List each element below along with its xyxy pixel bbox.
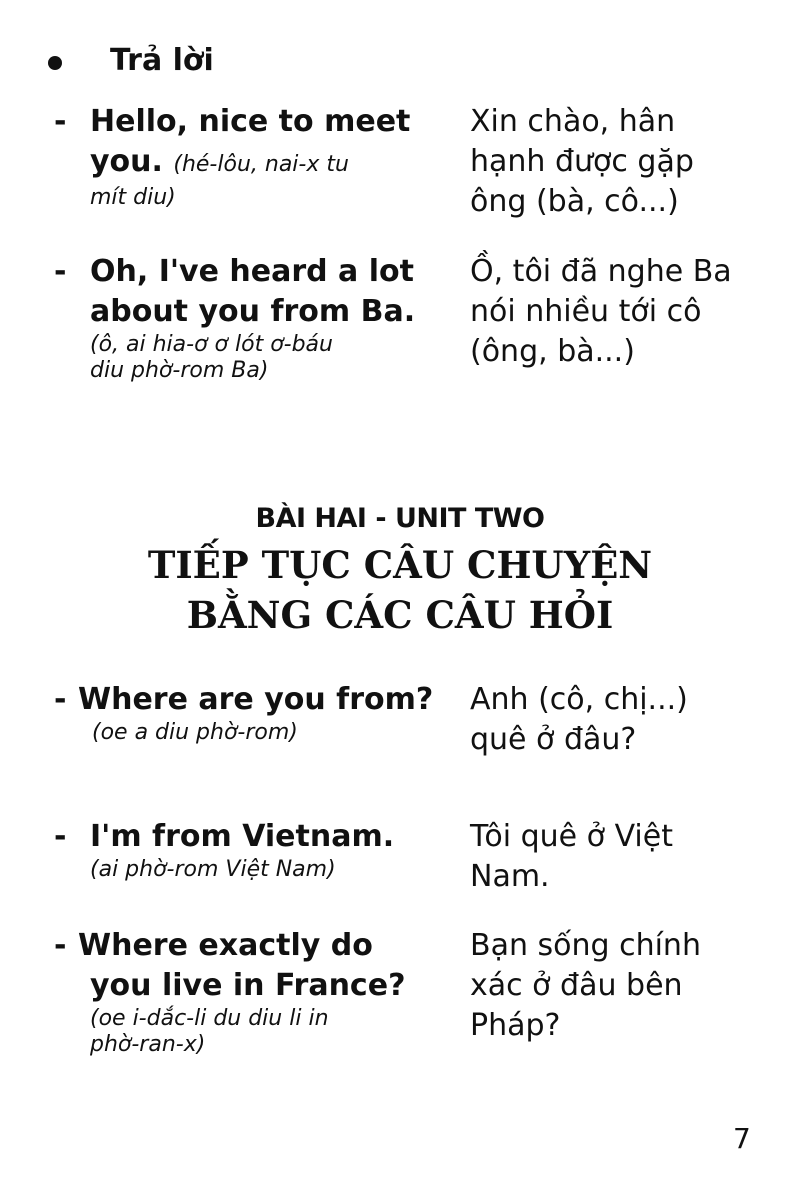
english-line: Oh, I've heard a lot	[90, 254, 414, 289]
unit-title	[0, 540, 800, 640]
pronunciation: (ô, ai hia-ơ ơ lót ơ-báu	[90, 332, 333, 357]
dash: -	[54, 928, 67, 963]
english-line: about you from Ba.	[90, 294, 416, 329]
unit-title-line: BẰNG CÁC CÂU HỎI	[186, 593, 614, 637]
pronunciation: mít diu)	[90, 185, 176, 210]
vietnamese-translation	[470, 680, 770, 760]
english-line: Where are you from?	[78, 682, 434, 717]
vietnamese-line: Nam.	[470, 859, 550, 894]
pronunciation: (hé-lôu, nai-x tu	[173, 152, 349, 177]
unit-label: BÀI HAI - UNIT TWO	[255, 503, 545, 534]
vietnamese-line: (ông, bà...)	[470, 334, 635, 369]
vietnamese-line: quê ở đâu?	[470, 722, 637, 757]
bullet-icon	[48, 56, 62, 70]
vietnamese-line: xác ở đâu bên	[470, 968, 683, 1003]
vietnamese-translation	[470, 252, 770, 372]
dash: -	[54, 104, 67, 139]
vietnamese-line: Xin chào, hân	[470, 104, 676, 139]
answer-title: Trả lời	[110, 43, 214, 78]
pronunciation: (oe a diu phờ-rom)	[92, 720, 298, 745]
vietnamese-line: Anh (cô, chị...)	[470, 682, 688, 717]
english-phrase	[78, 926, 448, 1058]
english-line-with-pronunciation	[90, 142, 440, 185]
dash: -	[54, 254, 67, 289]
english-line: Hello, nice to meet	[90, 104, 411, 139]
unit-title-line: TIẾP TỤC CÂU CHUYỆN	[147, 543, 653, 587]
vietnamese-line: Ồ, tôi đã nghe Ba	[470, 254, 732, 289]
vietnamese-line: nói nhiều tới cô	[470, 294, 702, 329]
vietnamese-line: Tôi quê ở Việt	[470, 819, 673, 854]
english-phrase	[90, 102, 440, 211]
pronunciation: phờ-ran-x)	[90, 1032, 206, 1057]
vietnamese-translation	[470, 926, 770, 1046]
vietnamese-line: Pháp?	[470, 1008, 561, 1043]
english-line: you live in France?	[90, 968, 406, 1003]
english-line: Where exactly do	[78, 928, 373, 963]
vietnamese-line: ông (bà, cô...)	[470, 184, 679, 219]
english-line: I'm from Vietnam.	[90, 819, 395, 854]
dash: -	[54, 682, 67, 717]
pronunciation: (ai phờ-rom Việt Nam)	[90, 857, 336, 882]
pronunciation: diu phờ-rom Ba)	[90, 358, 269, 383]
page-number: 7	[733, 1122, 751, 1155]
pronunciation: (oe i-dắc-li du diu li in	[90, 1006, 329, 1031]
english-phrase	[78, 680, 448, 746]
vietnamese-line: Bạn sống chính	[470, 928, 701, 963]
dash: -	[54, 819, 67, 854]
vietnamese-translation	[470, 817, 770, 897]
english-phrase	[90, 252, 440, 384]
english-text: you.	[90, 144, 163, 179]
vietnamese-translation	[470, 102, 770, 222]
vietnamese-line: hạnh được gặp	[470, 144, 694, 179]
english-phrase	[90, 817, 440, 883]
